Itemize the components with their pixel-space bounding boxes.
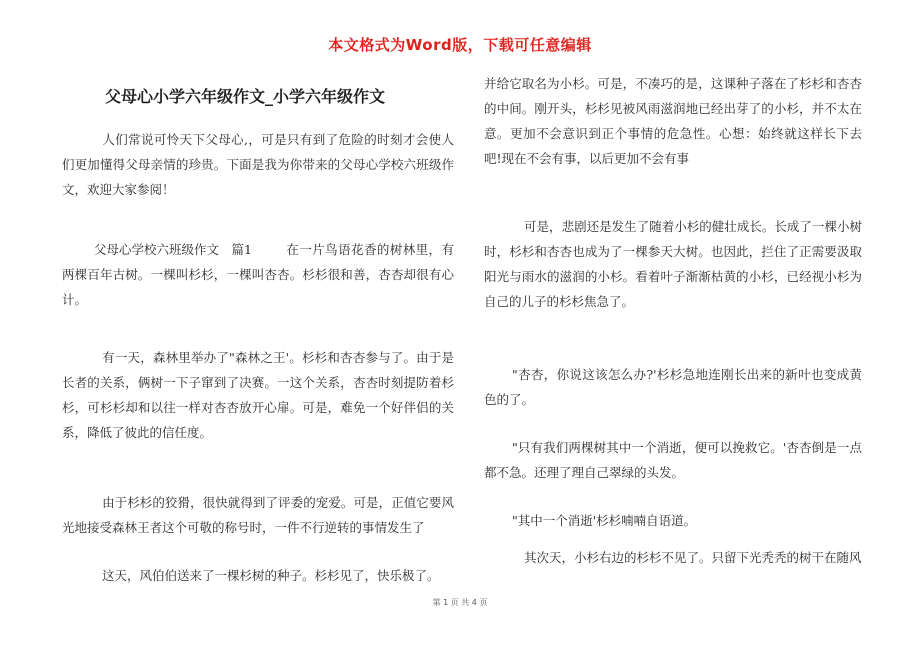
right-paragraph-1: 可是，悲剧还是发生了随着小杉的健壮成长。长成了一棵小树时，杉杉和杏杏也成为了一棵参天大树。也因此，拦住了正需要汲取阳光与雨水的滋润的小杉。看着叶子渐渐枯黄的小杉，已经视小杉为自己的儿子的杉杉焦急了。 xyxy=(484,219,862,309)
right-paragraph-4: "其中一个消逝'杉杉喃喃自语道。 xyxy=(512,513,697,528)
document-title: 父母心小学六年级作文_小学六年级作文 xyxy=(105,87,386,106)
section-label: 父母心学校六班级作文 篇1 xyxy=(94,242,252,257)
right-paragraph-3: "只有我们两棵树其中一个消逝，便可以挽救它。'杏杏倒是一点都不急。还理了理自己翠绿的头发。 xyxy=(484,440,862,480)
intro-paragraph: 人们常说可怜天下父母心,，可是只有到了危险的时刻才会使人们更加懂得父母亲情的珍贵。下面是我为你带来的父母心学校六班级作文，欢迎大家参阅！ xyxy=(62,132,454,197)
body-paragraph-3: 这天，风伯伯送来了一棵杉树的种子。杉杉见了，快乐极了。 xyxy=(102,568,440,583)
right-paragraph-5: 其次天，小杉右边的杉杉不见了。只留下光秃秃的树干在随风 xyxy=(524,550,862,565)
word-format-banner: 本文格式为Word版，下载可任意编辑 xyxy=(328,36,592,54)
page-footer: 第 1 页 共 4 页 xyxy=(432,598,488,607)
section-paragraph: 父母心学校六班级作文 篇1 在一片鸟语花香的树林里，有两棵百年古树。一棵叫杉杉，一棵叫杏杏。杉杉很和善，杏杏却很有心计。 xyxy=(62,237,454,312)
right-paragraph-0: 并给它取名为小杉。可是，不凑巧的是，这课种子落在了杉杉和杏杏的中间。刚开头，杉杉见被风雨滋润地已经出芽了的小杉，并不太在意。更加不会意识到正个事情的危急性。心想：始终就这样长下去吧!现在不会有事，以后更加不会有事 xyxy=(484,76,862,166)
right-paragraph-2: "杏杏，你说这该怎么办?'杉杉急地连刚长出来的新叶也变成黄色的了。 xyxy=(484,367,862,407)
body-paragraph-2: 由于杉杉的狡猾，很快就得到了评委的宠爱。可是，正值它要风光地接受森林王者这个可敬的称号时，一件不行逆转的事情发生了 xyxy=(62,495,454,535)
body-paragraph-1: 有一天，森林里举办了"森林之王'。杉杉和杏杏参与了。由于是长者的关系，俩树一下子窜到了决赛。一这个关系，杏杏时刻提防着杉杉，可杉杉却和以往一样对杏杏放开心扉。可是，难免一个好伴侣的关系，降低了彼此的信任度。 xyxy=(62,350,454,440)
